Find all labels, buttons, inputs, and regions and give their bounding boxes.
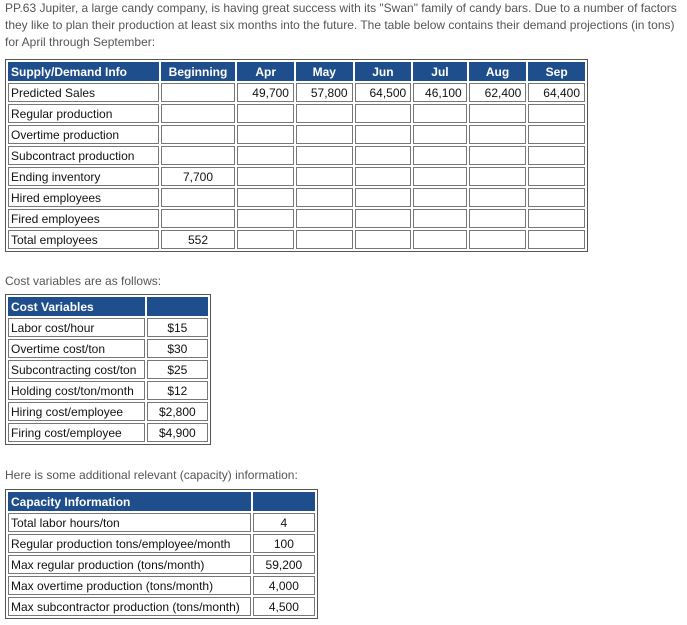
- cell-overtime-production-beginning: [161, 125, 236, 144]
- row-label-subcontracting-cost-ton: Subcontracting cost/ton: [8, 360, 145, 379]
- row-label-max-subcontractor-production-tons-month: Max subcontractor production (tons/month): [8, 597, 251, 616]
- cell-subcontract-production-aug: [469, 146, 527, 165]
- table-row: [8, 146, 585, 165]
- table-row: [8, 188, 585, 207]
- cell-fired-employees-may: [296, 209, 353, 228]
- cell-predicted-sales-apr: 49,700: [237, 83, 294, 102]
- table-row: [8, 230, 585, 249]
- value-overtime-cost-ton: $30: [147, 339, 208, 358]
- cost-variables-table: [5, 294, 211, 445]
- value-firing-cost-employee: $4,900: [147, 423, 208, 442]
- header-may: May: [296, 62, 353, 81]
- cell-subcontract-production-beginning: [161, 146, 236, 165]
- cost-intro: Cost variables are as follows:: [5, 274, 162, 288]
- table-row: [8, 360, 208, 379]
- cell-fired-employees-beginning: [161, 209, 236, 228]
- cell-overtime-production-jun: [355, 125, 412, 144]
- table-row: [8, 402, 208, 421]
- value-regular-production-tons-employee-month: 100: [253, 534, 315, 553]
- header-apr: Apr: [237, 62, 294, 81]
- row-label-ending-inventory: Ending inventory: [8, 167, 159, 186]
- table-row: [8, 381, 208, 400]
- cell-total-employees-sep: [528, 230, 585, 249]
- table-row: [8, 555, 315, 574]
- cell-subcontract-production-jul: [413, 146, 467, 165]
- cell-predicted-sales-may: 57,800: [296, 83, 353, 102]
- cell-predicted-sales-beginning: [161, 83, 236, 102]
- table-row: [8, 167, 585, 186]
- value-subcontracting-cost-ton: $25: [147, 360, 208, 379]
- cell-total-employees-aug: [469, 230, 527, 249]
- cell-regular-production-jun: [355, 104, 412, 123]
- table-row: [8, 339, 208, 358]
- table-row: [8, 576, 315, 595]
- cell-hired-employees-apr: [237, 188, 294, 207]
- cell-overtime-production-aug: [469, 125, 527, 144]
- cell-total-employees-jun: [355, 230, 412, 249]
- row-label-max-overtime-production-tons-month: Max overtime production (tons/month): [8, 576, 251, 595]
- cell-predicted-sales-aug: 62,400: [469, 83, 527, 102]
- row-label-hiring-cost-employee: Hiring cost/employee: [8, 402, 145, 421]
- value-hiring-cost-employee: $2,800: [147, 402, 208, 421]
- cell-overtime-production-jul: [413, 125, 467, 144]
- row-label-total-labor-hours-ton: Total labor hours/ton: [8, 513, 251, 532]
- cell-ending-inventory-apr: [237, 167, 294, 186]
- cell-fired-employees-jul: [413, 209, 467, 228]
- row-label-holding-cost-ton-month: Holding cost/ton/month: [8, 381, 145, 400]
- cell-total-employees-apr: [237, 230, 294, 249]
- table-row: [8, 597, 315, 616]
- cell-ending-inventory-aug: [469, 167, 527, 186]
- row-label-regular-production-tons-employee-month: Regular production tons/employee/month: [8, 534, 251, 553]
- row-label-overtime-cost-ton: Overtime cost/ton: [8, 339, 145, 358]
- table-row: [8, 125, 585, 144]
- row-label-total-employees: Total employees: [8, 230, 159, 249]
- header-aug: Aug: [469, 62, 527, 81]
- cell-total-employees-beginning: 552: [161, 230, 236, 249]
- table-row: [8, 83, 585, 102]
- header-supply-demand-info: Supply/Demand Info: [8, 62, 159, 81]
- header-jun: Jun: [355, 62, 412, 81]
- supply-header-row: [8, 62, 585, 81]
- intro-paragraph: PP.63 Jupiter, a large candy company, is having great success with its "Swan" family of candy bars. Due to a number of factors they like to plan their production at least six months into the future. The table below contains their demand projections (in tons) for April through September:: [5, 1, 677, 49]
- cell-fired-employees-jun: [355, 209, 412, 228]
- cell-ending-inventory-may: [296, 167, 353, 186]
- table-row: [8, 513, 315, 532]
- cell-subcontract-production-apr: [237, 146, 294, 165]
- row-label-overtime-production: Overtime production: [8, 125, 159, 144]
- header-capacity-value: [253, 492, 315, 511]
- value-max-overtime-production-tons-month: 4,000: [253, 576, 315, 595]
- table-row: [8, 534, 315, 553]
- supply-demand-table: [5, 59, 588, 252]
- cell-subcontract-production-jun: [355, 146, 412, 165]
- value-total-labor-hours-ton: 4: [253, 513, 315, 532]
- cell-hired-employees-sep: [528, 188, 585, 207]
- cell-ending-inventory-jul: [413, 167, 467, 186]
- row-label-max-regular-production-tons-month: Max regular production (tons/month): [8, 555, 251, 574]
- cell-subcontract-production-may: [296, 146, 353, 165]
- cell-overtime-production-may: [296, 125, 353, 144]
- row-label-regular-production: Regular production: [8, 104, 159, 123]
- row-label-subcontract-production: Subcontract production: [8, 146, 159, 165]
- cell-hired-employees-beginning: [161, 188, 236, 207]
- header-beginning: Beginning: [161, 62, 236, 81]
- cell-hired-employees-aug: [469, 188, 527, 207]
- cell-regular-production-sep: [528, 104, 585, 123]
- table-row: [8, 423, 208, 442]
- cell-predicted-sales-jul: 46,100: [413, 83, 467, 102]
- cell-hired-employees-jul: [413, 188, 467, 207]
- capacity-intro: Here is some additional relevant (capacity) information:: [5, 468, 298, 482]
- cell-predicted-sales-sep: 64,400: [528, 83, 585, 102]
- row-label-hired-employees: Hired employees: [8, 188, 159, 207]
- value-holding-cost-ton-month: $12: [147, 381, 208, 400]
- cell-predicted-sales-jun: 64,500: [355, 83, 412, 102]
- cell-regular-production-jul: [413, 104, 467, 123]
- cell-ending-inventory-sep: [528, 167, 585, 186]
- value-labor-cost-hour: $15: [147, 318, 208, 337]
- cell-regular-production-may: [296, 104, 353, 123]
- row-label-predicted-sales: Predicted Sales: [8, 83, 159, 102]
- capacity-information-table: [5, 489, 318, 619]
- cell-subcontract-production-sep: [528, 146, 585, 165]
- cell-overtime-production-sep: [528, 125, 585, 144]
- cell-hired-employees-jun: [355, 188, 412, 207]
- value-max-subcontractor-production-tons-month: 4,500: [253, 597, 315, 616]
- header-capacity-information: Capacity Information: [8, 492, 251, 511]
- table-row: [8, 209, 585, 228]
- cell-ending-inventory-beginning: 7,700: [161, 167, 236, 186]
- cell-fired-employees-aug: [469, 209, 527, 228]
- cell-overtime-production-apr: [237, 125, 294, 144]
- header-jul: Jul: [413, 62, 467, 81]
- cell-ending-inventory-jun: [355, 167, 412, 186]
- cell-regular-production-beginning: [161, 104, 236, 123]
- row-label-fired-employees: Fired employees: [8, 209, 159, 228]
- cell-regular-production-apr: [237, 104, 294, 123]
- table-row: [8, 318, 208, 337]
- row-label-labor-cost-hour: Labor cost/hour: [8, 318, 145, 337]
- header-sep: Sep: [528, 62, 585, 81]
- cell-hired-employees-may: [296, 188, 353, 207]
- row-label-firing-cost-employee: Firing cost/employee: [8, 423, 145, 442]
- value-max-regular-production-tons-month: 59,200: [253, 555, 315, 574]
- cell-regular-production-aug: [469, 104, 527, 123]
- cell-fired-employees-apr: [237, 209, 294, 228]
- cell-total-employees-may: [296, 230, 353, 249]
- cell-total-employees-jul: [413, 230, 467, 249]
- cell-fired-employees-sep: [528, 209, 585, 228]
- header-cost-value: [147, 297, 208, 316]
- table-row: [8, 104, 585, 123]
- header-cost-variables: Cost Variables: [8, 297, 145, 316]
